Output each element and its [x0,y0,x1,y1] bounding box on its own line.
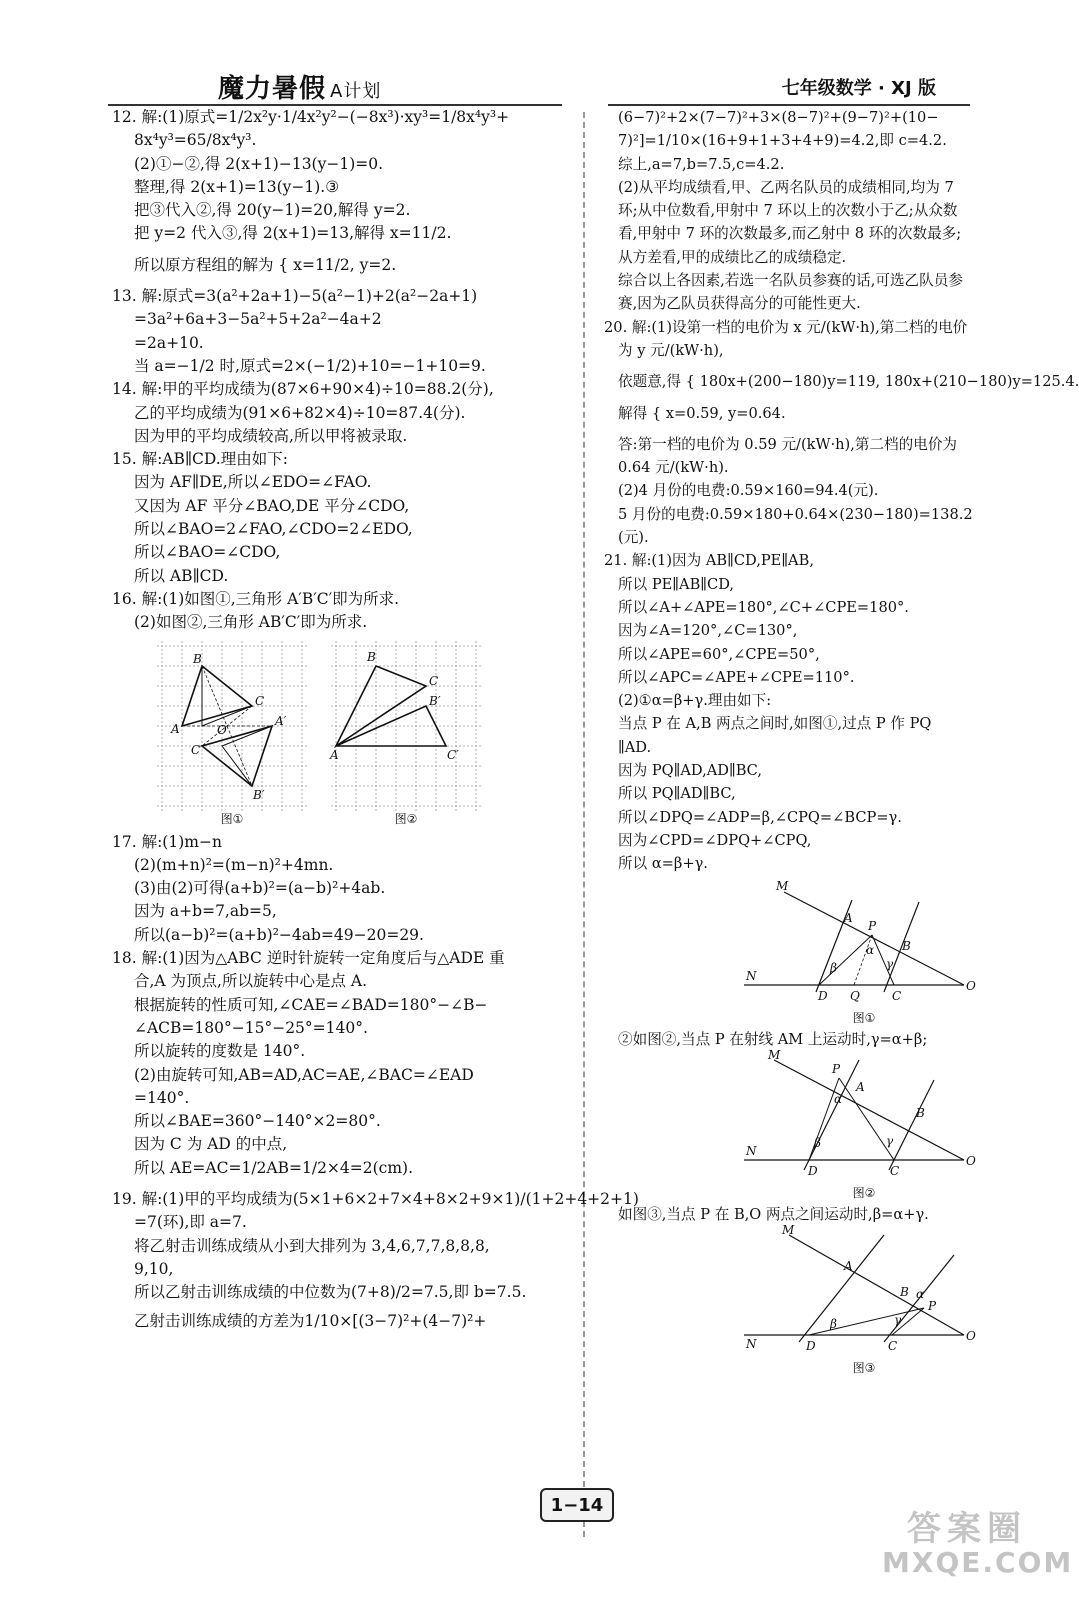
solution-line: 所以 AE=AC=1/2AB=1/2×4=2(cm). [134,1158,414,1177]
label-alpha: α [916,1287,925,1302]
watermark [882,1509,1074,1579]
geometry-figure-2 [744,1047,984,1185]
label-O: O [966,1153,976,1168]
page-header [0,0,1074,104]
solution-line: 乙射击训练成绩的方差为1/10×[(3−7)²+(4−7)²+ [134,1312,487,1331]
solution-line: (元). [618,529,649,547]
solution-line: 所以∠A+∠APE=180°,∠C+∠CPE=180°. [618,598,909,616]
solution-line: 把 y=2 代入③,得 2(x+1)=13,解得 x=11/2. [134,224,452,243]
solution-line: 解得 { x=0.59, y=0.64. [618,404,786,422]
figure-caption: 图① [220,811,244,826]
label-C: C [890,1163,900,1178]
solution-line: ∠ACB=180°−15°−25°=140°. [134,1018,368,1037]
solution-line: 所以∠BAE=360°−140°×2=80°. [134,1112,381,1131]
label-B: B [900,1285,909,1300]
label-gamma: γ [886,1133,894,1148]
label-M: M [776,878,789,893]
solution-line: 15. 解:AB∥CD.理由如下: [112,450,288,469]
grade-label: 七年级数学 · XJ 版 [781,78,936,99]
solution-line: 因为 PQ∥AD,AD∥BC, [618,762,762,780]
solution-line: 19. 解:(1)甲的平均成绩为(5×1+6×2+7×4+8×2+9×1)/(1+2+4+2+1) [112,1189,639,1208]
brand-title [218,68,381,105]
solution-line: 乙的平均成绩为(91×6+82×4)÷10=87.4(分). [134,403,466,422]
label-P: P [928,1299,937,1314]
figure-caption: 图① [852,1010,876,1025]
solution-line: =7(环),即 a=7. [134,1213,247,1232]
solution-line: (2)由旋转可知,AB=AD,AC=AE,∠BAC=∠EAD [134,1065,474,1084]
label-C: C [888,1339,898,1354]
solution-line: 环;从中位数看,甲射中 7 环以上的次数小于乙;从众数 [618,202,958,220]
solution-line: 答:第一档的电价为 0.59 元/(kW·h),第二档的电价为 [618,435,958,453]
solution-line: 从方差看,甲的成绩比乙的成绩稳定. [618,248,847,266]
solution-line: 因为 AF∥DE,所以∠EDO=∠FAO. [134,473,372,492]
solution-line: 0.64 元/(kW·h). [618,459,729,477]
solution-line: 因为 a+b=7,ab=5, [134,902,277,921]
label-A: A [844,1259,853,1274]
solution-line: 12. 解:(1)原式=1/2x²y·1/4x²y²−(−8x³)·xy³=1/8x⁴y³+ [112,108,510,126]
page-number: 1−14 [540,1488,614,1522]
label-gamma: γ [894,1313,902,1328]
solution-line: 所以 α=β+γ. [618,855,708,873]
label-N: N [746,1143,757,1158]
solution-line: 所以 PE∥AB∥CD, [618,575,735,593]
label-alpha: α [834,1091,843,1106]
solution-line: 14. 解:甲的平均成绩为(87×6+90×4)÷10=88.2(分), [112,380,494,399]
label-B: B [916,1105,925,1120]
figure-16-1 [157,641,307,827]
solution-line: 综合以上各因素,若选一名队员参赛的话,可选乙队员参 [618,272,963,290]
grid-figure-2 [331,641,481,811]
label-A: A [844,910,853,925]
figure-21-1 [744,880,984,1026]
solution-line: 9,10, [134,1259,174,1278]
label-M: M [782,1223,795,1238]
label-beta: β [814,1135,821,1150]
label-P: P [868,918,877,933]
label-M: M [768,1047,781,1062]
solution-line: 依题意,得 { 180x+(200−180)y=119, 180x+(210−180)y=125.4. [618,373,1079,391]
solution-line: (2)①−②,得 2(x+1)−13(y−1)=0. [134,154,384,173]
solution-line: 所以(a−b)²=(a+b)²−4ab=49−20=29. [134,925,424,944]
solution-line: 合,A 为顶点,所以旋转中心是点 A. [134,972,368,991]
solution-line: 因为∠A=120°,∠C=130°, [618,622,798,640]
label-C-prime: C′ [191,742,203,757]
solution-line: 所以原方程组的解为 { x=11/2, y=2. [134,255,397,274]
solution-line: 当 a=−1/2 时,原式=2×(−1/2)+10=−1+10=9. [134,356,486,375]
solution-line: =140°. [134,1088,190,1107]
solution-line: 13. 解:原式=3(a²+2a+1)−5(a²−1)+2(a²−2a+1) [112,287,478,306]
figure-21-2 [744,1047,984,1201]
solution-line: 20. 解:(1)设第一档的电价为 x 元/(kW·h),第二档的电价 [604,318,968,336]
solution-line: 如图③,当点 P 在 B,O 两点之间运动时,β=α+γ. [618,1205,929,1223]
solution-line: ②如图②,当点 P 在射线 AM 上运动时,γ=α+β; [618,1030,928,1048]
label-B: B [367,649,376,664]
solution-line: ∥AD. [618,738,652,756]
geometry-figure-1 [744,880,984,1010]
solution-line: 所以∠APC=∠APE+∠CPE=110°. [618,668,855,686]
solution-line: 把③代入②,得 20(y−1)=20,解得 y=2. [134,201,411,220]
solution-line: 看,甲射中 7 环的次数最多,而乙射中 8 环的次数最多; [618,225,962,243]
solution-line: 7)²]=1/10×(16+9+1+3+4+9)=4.2,即 c=4.2. [618,132,947,150]
watermark-line-2: MXQE.COM [882,1546,1074,1579]
figure-caption: 图③ [852,1361,876,1376]
right-column [604,106,1079,1378]
solution-line: 因为甲的平均成绩较高,所以甲将被录取. [134,426,408,445]
solution-line: 18. 解:(1)因为△ABC 逆时针旋转一定角度后与△ADE 重 [112,949,505,968]
solution-line: =3a²+6a+3−5a²+5+2a²−4a+2 [134,310,382,329]
label-A: A [856,1079,865,1094]
label-B: B [902,938,911,953]
solution-line: 所以∠APE=60°,∠CPE=50°, [618,645,820,663]
label-D: D [808,1163,818,1178]
label-P: P [832,1061,841,1076]
label-C: C [255,693,265,708]
solution-line: 所以 PQ∥AD∥BC, [618,785,736,803]
solution-line: 所以∠BAO=2∠FAO,∠CDO=2∠EDO, [134,520,413,539]
solution-line: (2)4 月份的电费:0.59×160=94.4(元). [618,482,879,500]
label-B-prime: B′ [253,787,265,802]
solution-line: (2)(m+n)²=(m−n)²+4mn. [134,855,334,874]
watermark-line-1: 答案圈 [907,1509,1027,1549]
label-N: N [746,1337,757,1352]
solution-line: 5 月份的电费:0.59×180+0.64×(230−180)=138.2 [618,505,973,523]
figure-caption: 图② [852,1185,876,1200]
solution-line: 16. 解:(1)如图①,三角形 A′B′C′即为所求. [112,589,400,608]
solution-line: 又因为 AF 平分∠BAO,DE 平分∠CDO, [134,496,410,515]
solution-line: 整理,得 2(x+1)=13(y−1).③ [134,177,340,196]
geometry-figure-3 [744,1223,984,1360]
solution-line: 所以∠BAO=∠CDO, [134,543,281,562]
solution-line: 21. 解:(1)因为 AB∥CD,PE∥AB, [604,552,814,570]
solution-line: (2)①α=β+γ.理由如下: [618,692,772,710]
label-B: B [193,651,202,666]
label-O: O [966,1329,976,1344]
label-D: D [806,1339,816,1354]
solution-line: 所以旋转的度数是 140°. [134,1042,306,1061]
solution-line: 赛,因为乙队员获得高分的可能性更大. [618,295,861,313]
solution-line: (2)如图②,三角形 AB′C′即为所求. [134,613,368,632]
solution-line: 将乙射击训练成绩从小到大排列为 3,4,6,7,7,8,8,8, [134,1236,490,1255]
solution-line: (3)由(2)可得(a+b)²=(a−b)²+4ab. [134,879,386,898]
solution-line: 8x⁴y³=65/8x⁴y³. [134,131,257,150]
solution-line: (2)从平均成绩看,甲、乙两名队员的成绩相同,均为 7 [618,178,954,196]
brand-subtitle: A计划 [330,81,382,102]
solution-line: 所以乙射击训练成绩的中位数为(7+8)/2=7.5,即 b=7.5. [134,1283,527,1302]
label-O: O [217,722,227,737]
figure-row-16 [157,641,567,827]
solution-line: 根据旋转的性质可知,∠CAE=∠BAD=180°−∠B− [134,995,488,1014]
label-D: D [818,988,828,1003]
label-O: O [966,978,976,993]
solution-line: (6−7)²+2×(7−7)²+3×(8−7)²+(9−7)²+(10− [618,109,939,126]
label-alpha: α [866,942,875,957]
label-A-prime: A′ [275,713,287,728]
label-Q: Q [850,988,860,1003]
left-column [112,106,639,1334]
figure-21-3 [744,1223,984,1376]
label-beta: β [830,960,837,975]
label-beta: β [830,1317,837,1332]
solution-line: 为 y 元/(kW·h), [618,341,724,359]
solution-line: 所以∠DPQ=∠ADP=β,∠CPQ=∠BCP=γ. [618,808,902,826]
solution-line: =2a+10. [134,333,204,352]
label-C: C [892,988,902,1003]
label-C-prime: C′ [447,747,459,762]
figure-16-2 [331,641,481,827]
solution-line: 当点 P 在 A,B 两点之间时,如图①,过点 P 作 PQ [618,715,932,733]
figure-caption: 图② [394,811,418,826]
label-A: A [171,721,180,736]
column-divider [583,112,585,1537]
solution-line: 所以 AB∥CD. [134,566,229,585]
grid-figure-1 [157,641,307,811]
solution-line: 综上,a=7,b=7.5,c=4.2. [618,155,785,173]
label-gamma: γ [886,956,894,971]
solution-line: 因为 C 为 AD 的中点, [134,1135,288,1154]
solution-line: 17. 解:(1)m−n [112,832,222,851]
brand-title-text: 魔力暑假 [218,74,327,104]
label-C: C [429,673,439,688]
solution-line: 因为∠CPD=∠DPQ+∠CPQ, [618,831,812,849]
label-N: N [746,968,757,983]
label-B-prime: B′ [429,693,441,708]
label-A: A [330,747,339,762]
